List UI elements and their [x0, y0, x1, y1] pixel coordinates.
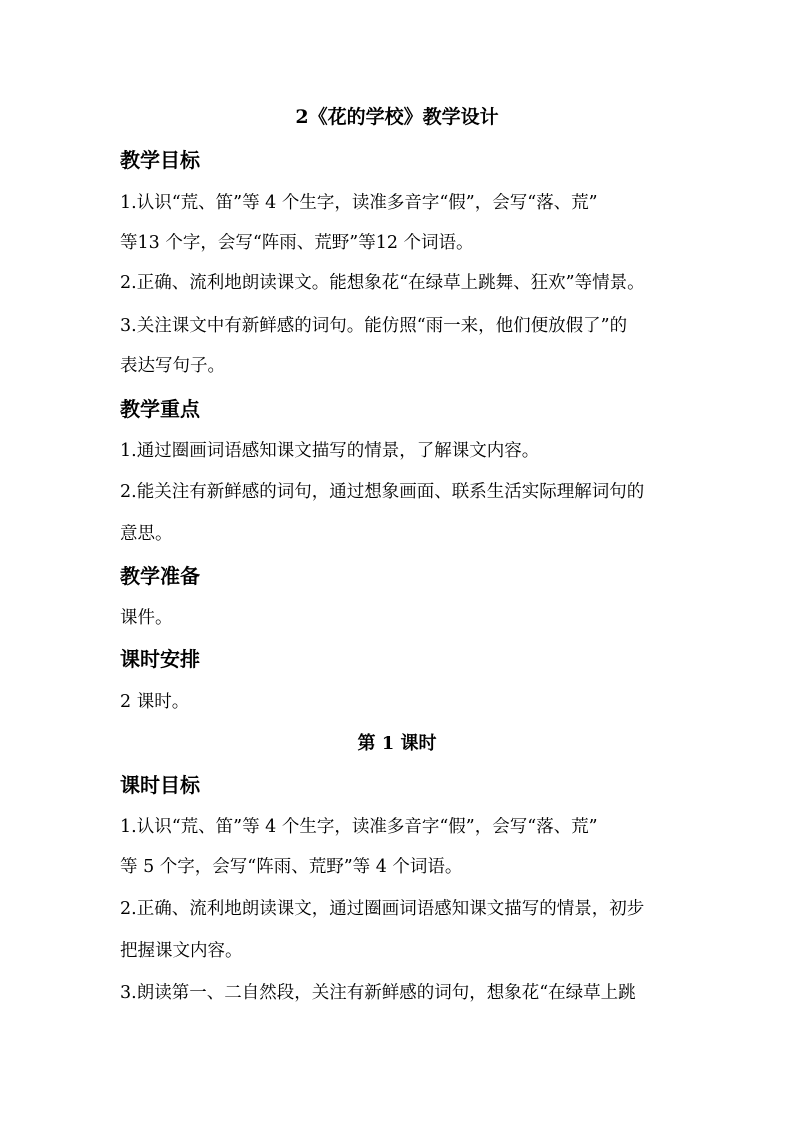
paragraph-line: 意思。 — [120, 524, 173, 544]
section-heading-lesson-schedule: 课时安排 — [120, 647, 200, 671]
paragraph-line: 课件。 — [120, 608, 173, 628]
paragraph-line: 等13 个字，会写“阵雨、荒野”等12 个词语。 — [120, 233, 474, 253]
paragraph-line: 把握课文内容。 — [120, 941, 243, 961]
paragraph-line: 2.正确、流利地朗读课文，通过圈画词语感知课文描写的情景，初步 — [120, 899, 645, 919]
paragraph-line: 2 课时。 — [120, 692, 190, 712]
paragraph-line: 1.认识“荒、笛”等 4 个生字，读准多音字“假”，会写“落、荒” — [120, 193, 598, 213]
paragraph-line: 3.关注课文中有新鲜感的词句。能仿照“雨一来，他们便放假了”的 — [120, 316, 628, 336]
paragraph-line: 2.能关注有新鲜感的词句，通过想象画面、联系生活实际理解词句的 — [120, 482, 645, 502]
document-title: 2《花的学校》教学设计 — [295, 106, 499, 128]
section-heading-teaching-goals: 教学目标 — [120, 148, 200, 172]
paragraph-line: 3.朗读第一、二自然段，关注有新鲜感的词句，想象花“在绿草上跳 — [120, 983, 636, 1003]
section-heading-teaching-preparation: 教学准备 — [120, 564, 200, 588]
section-heading-teaching-focus: 教学重点 — [120, 397, 200, 421]
lesson-title: 第 1 课时 — [357, 733, 437, 754]
section-heading-lesson-goals: 课时目标 — [120, 773, 200, 797]
paragraph-line: 1.认识“荒、笛”等 4 个生字，读准多音字“假”，会写“落、荒” — [120, 817, 598, 837]
paragraph-line: 2.正确、流利地朗读课文。能想象花“在绿草上跳舞、狂欢”等情景。 — [120, 273, 645, 293]
paragraph-line: 1.通过圈画词语感知课文描写的情景，了解课文内容。 — [120, 441, 540, 461]
paragraph-line: 等 5 个字，会写“阵雨、荒野”等 4 个词语。 — [120, 857, 463, 877]
paragraph-line: 表达写句子。 — [120, 356, 225, 376]
